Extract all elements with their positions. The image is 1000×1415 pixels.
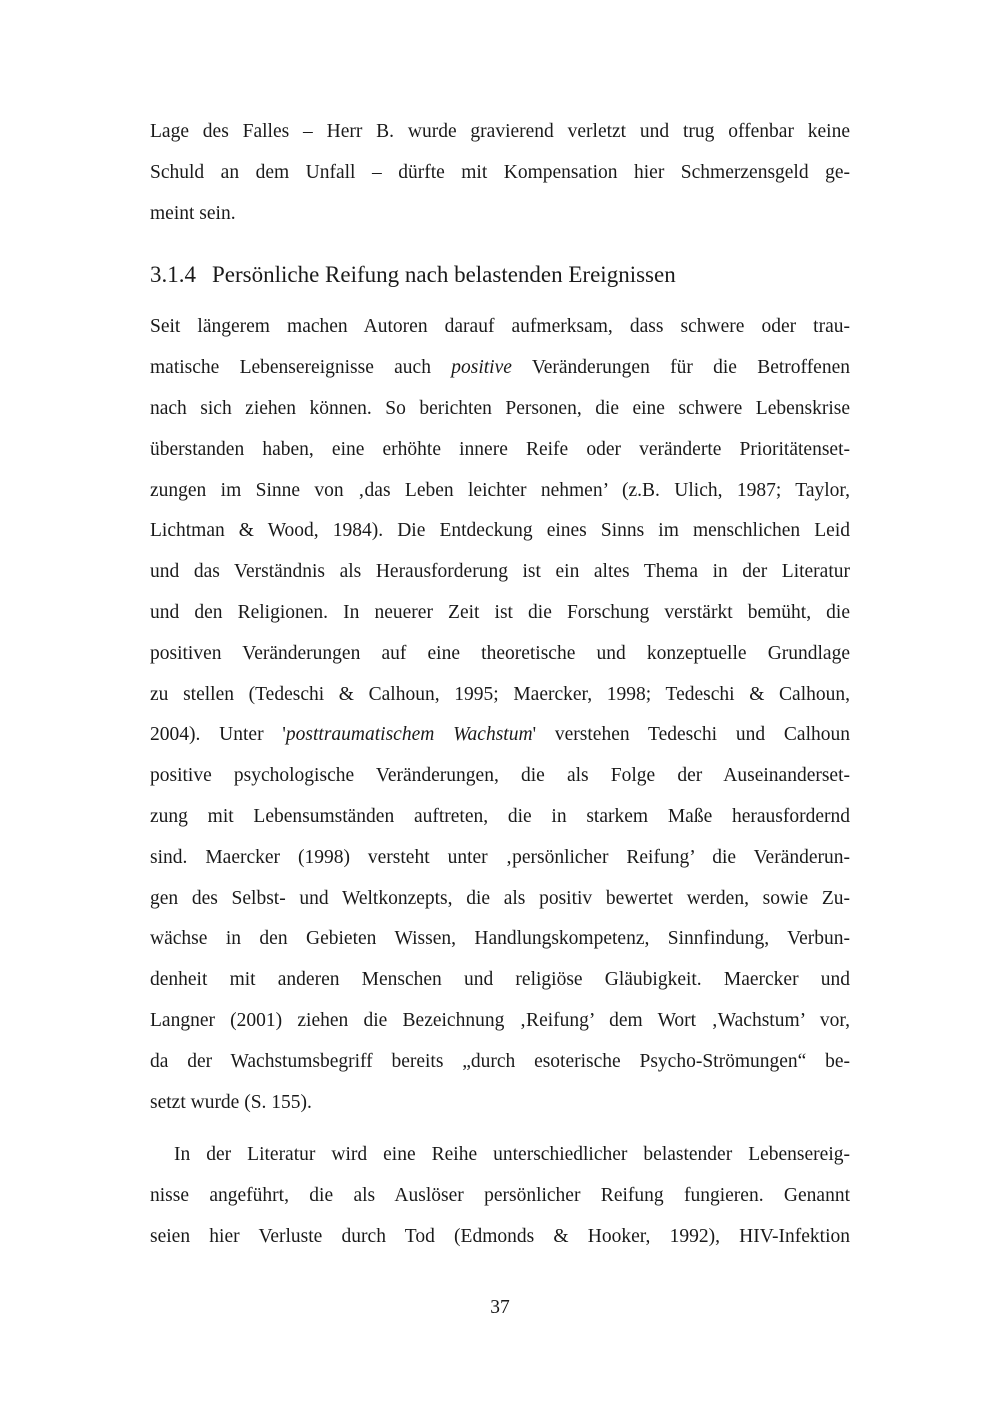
section-heading bbox=[150, 255, 850, 295]
text-line: zung mit Lebensumständen auftreten, die in starkem Maße herausfordernd bbox=[150, 805, 850, 827]
text-line: zungen im Sinne von ‚das Leben leichter nehmen’ (z.B. Ulich, 1987; Taylor, bbox=[150, 479, 850, 501]
text-line: und den Religionen. In neuerer Zeit ist die Forschung verstärkt bemüht, die bbox=[150, 601, 850, 623]
text-line: Lage des Falles – Herr B. wurde gravierend verletzt und trug offenbar keine bbox=[150, 121, 850, 142]
text-line: Lichtman & Wood, 1984). Die Entdeckung eines Sinns im menschlichen Leid bbox=[150, 520, 850, 542]
text-line: nach sich ziehen können. So berichten Personen, die eine schwere Lebenskrise bbox=[150, 397, 850, 419]
text-line: nisse angeführt, die als Auslöser persönlicher Reifung fungieren. Genannt bbox=[150, 1185, 850, 1207]
text-line: gen des Selbst- und Weltkonzepts, die als positiv bewertet werden, sowie Zu- bbox=[150, 887, 850, 909]
paragraph-1 bbox=[150, 112, 850, 234]
text-run: ' verstehen Tedeschi und Calhoun bbox=[532, 724, 851, 746]
emphasis: posttraumatischem Wachstum bbox=[285, 724, 533, 746]
text-line: sind. Maercker (1998) versteht unter ‚persönlicher Reifung’ die Veränderun- bbox=[150, 846, 850, 868]
section-number: 3.1.4 bbox=[150, 262, 196, 288]
text-line: da der Wachstumsbegriff bereits „durch esoterische Psycho-Strömungen“ be- bbox=[150, 1050, 850, 1072]
text-run: 2004). Unter ' bbox=[150, 724, 286, 746]
text-run: matische Lebensereignisse auch bbox=[150, 357, 452, 379]
text-line: und das Verständnis als Herausforderung ist ein altes Thema in der Literatur bbox=[150, 561, 850, 583]
text-line: Langner (2001) ziehen die Bezeichnung ‚Reifung’ dem Wort ‚Wachstum’ vor, bbox=[150, 1009, 850, 1031]
text-line: Schuld an dem Unfall – dürfte mit Kompensation hier Schmerzensgeld ge- bbox=[150, 161, 850, 183]
text-line: In der Literatur wird eine Reihe unterschiedlicher belastender Lebensereig- bbox=[174, 1144, 850, 1166]
text-line: positive psychologische Veränderungen, die als Folge der Auseinanderset- bbox=[150, 765, 850, 787]
emphasis: positive bbox=[451, 357, 512, 379]
text-line: setzt wurde (S. 155). bbox=[150, 1091, 312, 1113]
text-line: seien hier Verluste durch Tod (Edmonds & Hooker, 1992), HIV-Infektion bbox=[150, 1225, 850, 1247]
paragraph-2 bbox=[150, 307, 850, 1123]
text-line: Seit längerem machen Autoren darauf aufmerksam, dass schwere oder trau- bbox=[150, 316, 850, 338]
text-line bbox=[150, 715, 850, 756]
paragraph-3 bbox=[150, 1135, 850, 1257]
text-line: überstanden haben, eine erhöhte innere Reife oder veränderte Prioritätenset- bbox=[150, 438, 850, 460]
text-line: zu stellen (Tedeschi & Calhoun, 1995; Maercker, 1998; Tedeschi & Calhoun, bbox=[150, 683, 850, 705]
page-number: 37 bbox=[490, 1297, 510, 1318]
text-run: Veränderungen für die Betroffenen bbox=[511, 357, 850, 379]
text-line: wächse in den Gebieten Wissen, Handlungskompetenz, Sinnfindung, Verbun- bbox=[150, 928, 850, 950]
text-line: denheit mit anderen Menschen und religiöse Gläubigkeit. Maercker und bbox=[150, 969, 850, 991]
section-title: Persönliche Reifung nach belastenden Ereignissen bbox=[212, 262, 676, 288]
text-line bbox=[150, 348, 850, 389]
text-line: meint sein. bbox=[150, 202, 236, 224]
page-body bbox=[150, 112, 850, 1258]
text-line: positiven Veränderungen auf eine theoretische und konzeptuelle Grundlage bbox=[150, 642, 850, 664]
